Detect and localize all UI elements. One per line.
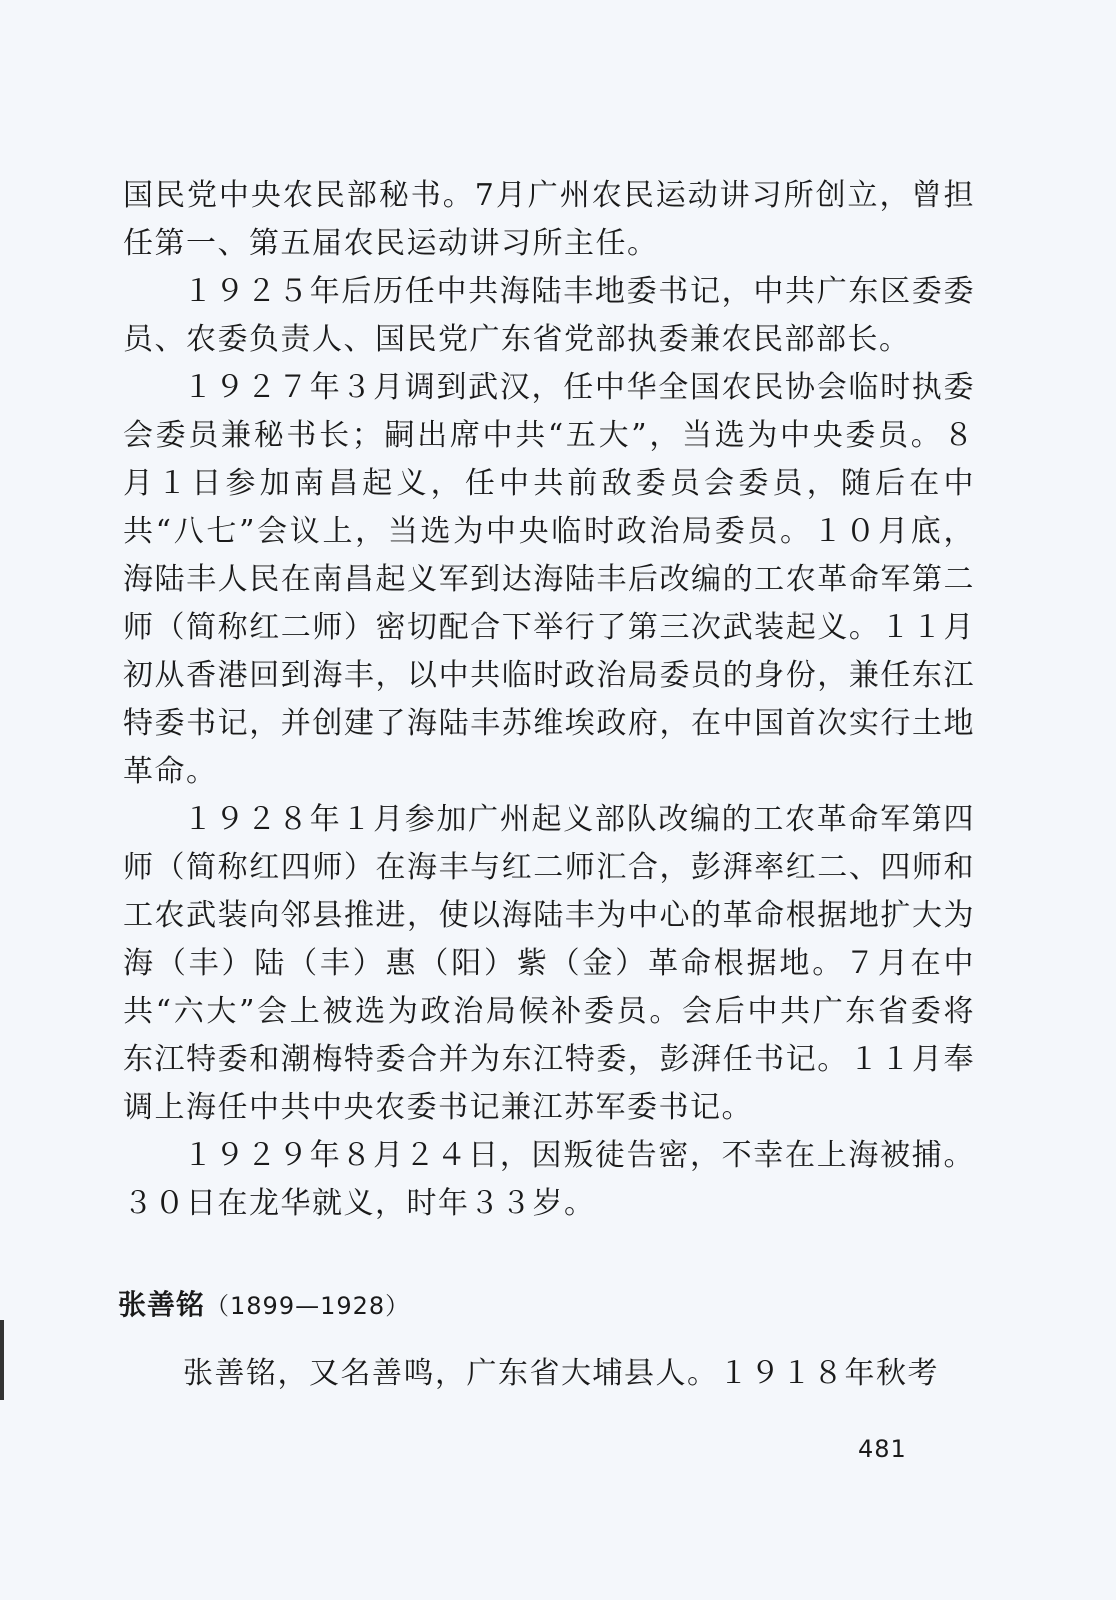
person-name: 张善铭 [118,1288,206,1321]
paragraph: １９２８年１月参加广州起义部队改编的工农革命军第四师（简称红四师）在海丰与红二师汇合，彭湃率红二、四师和工农武装向邻县推进，使以海陆丰为中心的革命根据地扩大为海（丰）陆（丰）惠（阳）紫（金）革命根据地。７月在中共“六大”会上被选为政治局候补委员。会后中共广东省委将东江特委和潮梅特委合并为东江特委，彭湃任书记。１１月奉调上海任中共中央农委书记兼江苏军委书记。 [123,802,975,1125]
paragraph: １９２５年后历任中共海陆丰地委书记，中共广东区委委员、农委负责人、国民党广东省党部执委兼农民部部长。 [123,274,975,357]
biography-heading [118,1285,410,1326]
paragraph: １９２９年８月２４日，因叛徒告密，不幸在上海被捕。３０日在龙华就义，时年３３岁。 [123,1138,975,1221]
page-number: 481 [858,1435,907,1463]
scan-edge-shadow [0,1320,4,1400]
biography-text-peng-pai [123,172,975,1228]
paragraph: 国民党中央农民部秘书。7月广州农民运动讲习所创立，曾担任第一、第五届农民运动讲习所主任。 [123,178,975,261]
paragraph: １９２７年３月调到武汉，任中华全国农民协会临时执委会委员兼秘书长；嗣出席中共“五大”，当选为中央委员。８月１日参加南昌起义，任中共前敌委员会委员，随后在中共“八七”会议上，当选为中央临时政治局委员。１０月底，海陆丰人民在南昌起义军到达海陆丰后改编的工农革命军第二师（简称红二师）密切配合下举行了第三次武装起义。１１月初从香港回到海丰，以中共临时政治局委员的身份，兼任东江特委书记，并创建了海陆丰苏维埃政府，在中国首次实行土地革命。 [123,370,975,789]
person-years: （1899—1928） [205,1292,411,1320]
biography-intro [123,1350,975,1398]
paragraph: 张善铭，又名善鸣，广东省大埔县人。１９１８年秋考 [183,1356,939,1391]
